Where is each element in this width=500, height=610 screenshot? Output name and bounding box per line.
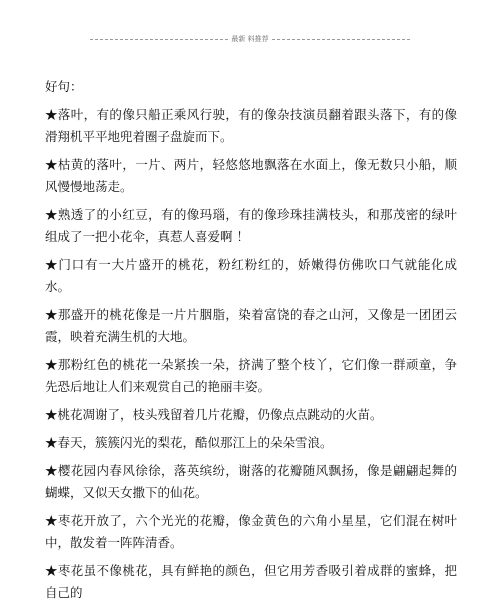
- sentence-paragraph: ★枣花开放了，六个光光的花瓣，像金黄色的六角小星星，它们混在树叶中，散发着一阵阵清香。: [45, 513, 457, 550]
- divider-line-left: [90, 39, 228, 40]
- sentence-paragraph: ★门口有一大片盛开的桃花，粉红粉红的，娇嫩得仿佛吹口气就能化成水。: [45, 257, 457, 294]
- sentence-paragraph: ★落叶，有的像只船正乘风行驶，有的像杂技演员翻着跟头落下，有的像滑翔机平平地兜着圈子盘旋而下。: [45, 107, 457, 144]
- sentence-paragraph: ★桃花凋谢了，枝头残留着几片花瓣，仍像点点跳动的火苗。: [45, 407, 383, 422]
- document-body: [45, 76, 457, 610]
- divider-line-right: [272, 39, 410, 40]
- sentence-paragraph: ★枣花虽不像桃花，具有鲜艳的颜色，但它用芳香吸引着成群的蜜蜂，把自己的: [45, 563, 457, 600]
- sentence-paragraph: ★那盛开的桃花像是一片片胭脂，染着富饶的春之山河，又像是一团团云霞，映着充满生机的大地。: [45, 307, 457, 344]
- sentence-paragraph: ★枯黄的落叶，一片、两片，轻悠悠地飘落在水面上，像无数只小船，顺风慢慢地荡走。: [45, 157, 457, 194]
- sentence-paragraph: ★那粉红色的桃花一朵紧挨一朵，挤满了整个枝丫，它们像一群顽童，争先恐后地让人们来观赏自己的艳丽丰姿。: [45, 357, 457, 394]
- sentence-paragraph: ★熟透了的小红豆，有的像玛瑙，有的像珍珠挂满枝头，和那茂密的绿叶组成了一把小花伞，真惹人喜爱啊 ！: [45, 207, 457, 244]
- header-label: 最新 料推荐: [231, 35, 269, 43]
- sentence-paragraph: ★春天，簇簇闪光的梨花，酷似那江上的朵朵雪浪。: [45, 435, 333, 450]
- header-divider: [90, 33, 410, 45]
- sentence-paragraph: ★樱花园内春风徐徐，落英缤纷，谢落的花瓣随风飘扬，像是翩翩起舞的蝴蝶，又似天女撒下的仙花。: [45, 463, 457, 500]
- section-heading: 好句：: [45, 79, 83, 94]
